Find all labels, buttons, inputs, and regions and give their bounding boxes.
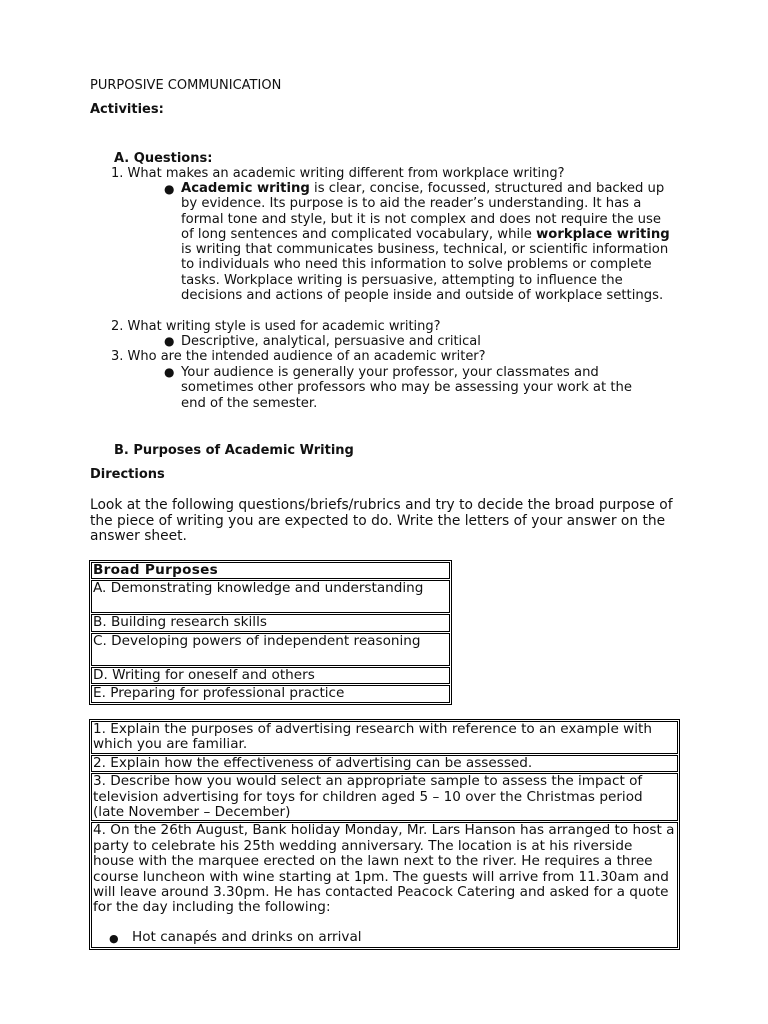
purpose-row-a: A. Demonstrating knowledge and understanding: [91, 580, 450, 613]
task-row-1: 1. Explain the purposes of advertising research with reference to an example with which you are familiar.: [91, 721, 678, 754]
section-b-heading: B. Purposes of Academic Writing: [114, 443, 354, 458]
question-2-answer: Descriptive, analytical, persuasive and critical: [181, 334, 481, 349]
directions-text: Look at the following questions/briefs/rubrics and try to decide the broad purpose of the piece of writing you are expected to do. Write the letters of your answer on the answer sheet.: [90, 497, 673, 544]
question-3: 3. Who are the intended audience of an academic writer?: [111, 349, 486, 364]
purpose-row-c: C. Developing powers of independent reasoning: [91, 633, 450, 666]
purpose-row-d: D. Writing for oneself and others: [91, 667, 450, 684]
question-3-answer: Your audience is generally your professor, your classmates and sometimes other professors who may be assessing your work at the end of the semester.: [181, 365, 633, 411]
activities-label: Activities:: [90, 102, 164, 117]
term-workplace-writing: workplace writing: [536, 226, 670, 242]
bullet-icon: ●: [164, 334, 175, 348]
task-row-3: 3. Describe how you would select an appropriate sample to assess the impact of television advertising for toys for children aged 5 – 10 over the Christmas period (late November – December): [91, 773, 678, 821]
purpose-row-e: E. Preparing for professional practice: [91, 685, 450, 702]
broad-purposes-table: [89, 560, 452, 705]
task-row-4-bullet-item: ● Hot canapés and drinks on arrival: [109, 929, 362, 946]
bullet-icon: ●: [109, 932, 119, 946]
section-a-heading: A. Questions:: [114, 151, 213, 166]
task-row-2: 2. Explain how the effectiveness of advertising can be assessed.: [91, 755, 678, 772]
writing-tasks-table: [89, 719, 680, 950]
task-row-4-text: 4. On the 26th August, Bank holiday Monday, Mr. Lars Hanson has arranged to host a party to celebrate his 25th wedding anniversary. The location is at his riverside house with the marquee erected on the lawn next to the river. He requires a three course luncheon with wine starting at 1pm. The guests will arrive from 11.30am and will leave around 3.30pm. He has contacted Peacock Catering and asked for a quote for the day including the following:: [93, 822, 675, 916]
purpose-row-b: B. Building research skills: [91, 614, 450, 631]
bullet-icon: ●: [164, 182, 175, 196]
term-academic-writing: Academic writing: [181, 181, 310, 196]
question-1-answer: Academic writing is clear, concise, focussed, structured and backed up by evidence. Its purpose is to aid the reader’s understanding. It has a formal tone and style, but it is not complex and does not require the use of long sentences and complicated vocabulary, while workplace writing is writing that communicates business, technical, or scientific information to individuals who need this information to solve problems or complete tasks. Workplace writing is persuasive, attempting to influence the decisions and actions of people inside and outside of workplace settings.: [181, 181, 670, 304]
bullet-icon: ●: [164, 365, 175, 379]
document-title: PURPOSIVE COMMUNICATION: [90, 78, 282, 93]
question-2: 2. What writing style is used for academic writing?: [111, 319, 441, 334]
question-1: 1. What makes an academic writing different from workplace writing?: [111, 166, 565, 181]
broad-purposes-header: Broad Purposes: [91, 562, 450, 579]
directions-label: Directions: [90, 467, 165, 482]
task-row-4: [91, 822, 678, 948]
